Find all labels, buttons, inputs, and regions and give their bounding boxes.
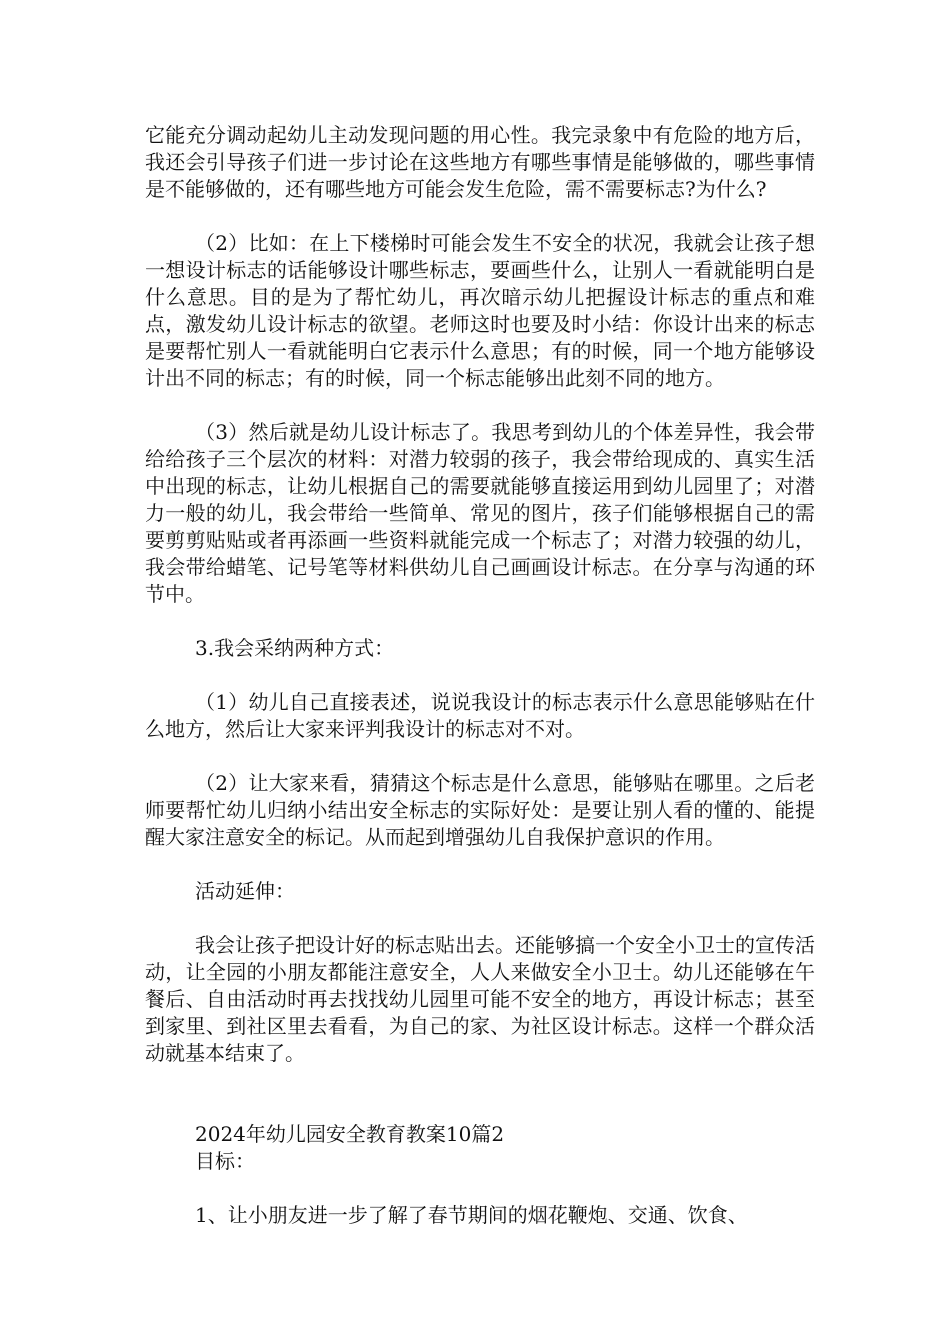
section-subtitle: 目标： xyxy=(195,1149,255,1173)
section-spacer xyxy=(145,1094,815,1121)
paragraph-goal-1: 1、让小朋友进一步了解了春节期间的烟花鞭炮、交通、饮食、 xyxy=(195,1203,748,1227)
paragraph-method-2: （2）让大家来看，猜猜这个标志是什么意思，能够贴在哪里。之后老师要帮忙幼儿归纳小结出安全标志的实际好处：是要让别人看的懂的、能提醒大家注意安全的标记。从而起到增强幼儿自我保护意识的作用。 xyxy=(145,771,815,849)
paragraph-point-3: （3）然后就是幼儿设计标志了。我思考到幼儿的个体差异性，我会带给给孩子三个层次的材料：对潜力较弱的孩子，我会带给现成的、真实生活中出现的标志，让幼儿根据自己的需要就能够直接运用到幼儿园里了；对潜力一般的幼儿，我会带给一些简单、常见的图片，孩子们能够根据自己的需要剪剪贴贴或者再添画一些资料就能完成一个标志了；对潜力较强的幼儿，我会带给蜡笔、记号笔等材料供幼儿自己画画设计标志。在分享与沟通的环节中。 xyxy=(145,420,815,606)
paragraph-extension-heading: 活动延伸： xyxy=(195,879,295,903)
paragraph-point-2: （2）比如：在上下楼梯时可能会发生不安全的状况，我就会让孩子想一想设计标志的话能够设计哪些标志，要画些什么，让别人一看就能明白是什么意思。目的是为了帮忙幼儿，再次暗示幼儿把握设计标志的重点和难点，激发幼儿设计标志的欲望。老师这时也要及时小结：你设计出来的标志是要帮忙别人一看就能明白它表示什么意思；有的时候，同一个地方能够设计出不同的标志；有的时候，同一个标志能够出此刻不同的地方。 xyxy=(145,231,815,390)
section-title: 2024年幼儿园安全教育教案10篇2 xyxy=(195,1122,505,1146)
document-body xyxy=(145,122,815,1256)
paragraph-extension: 我会让孩子把设计好的标志贴出去。还能够搞一个安全小卫士的宣传活动，让全园的小朋友都能注意安全，人人来做安全小卫士。幼儿还能够在午餐后、自由活动时再去找找幼儿园里可能不安全的地方，再设计标志；甚至到家里、到社区里去看看，为自己的家、为社区设计标志。这样一个群众活动就基本结束了。 xyxy=(145,933,815,1065)
paragraph-methods-heading: 3.我会采纳两种方式： xyxy=(195,636,395,660)
paragraph-method-1: （1）幼儿自己直接表述，说说我设计的标志表示什么意思能够贴在什么地方，然后让大家来评判我设计的标志对不对。 xyxy=(145,690,815,741)
paragraph-intro: 它能充分调动起幼儿主动发现问题的用心性。我完录象中有危险的地方后，我还会引导孩子们进一步讨论在这些地方有哪些事情是能够做的，哪些事情是不能够做的，还有哪些地方可能会发生危险，需不需要标志?为什么? xyxy=(145,123,815,201)
